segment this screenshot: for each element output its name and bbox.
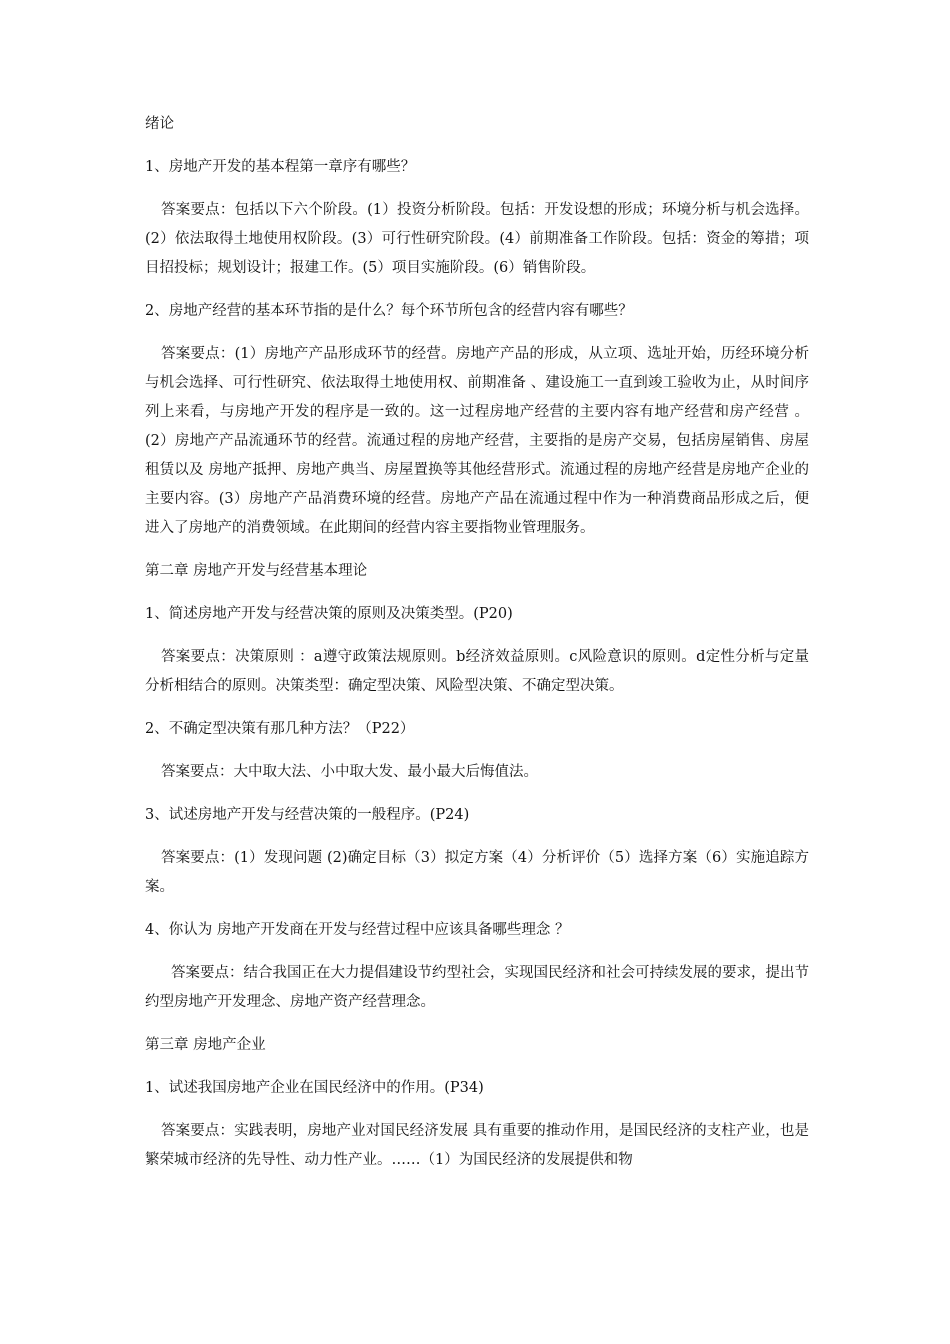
question-ch3-1: 1、试述我国房地产企业在国民经济中的作用。(P34) xyxy=(145,1080,484,1096)
answer-1: 答案要点：包括以下六个阶段。(1）投资分析阶段。包括：开发设想的形成；环境分析与机会选择。(2）依法取得土地使用权阶段。(3）可行性研究阶段。(4）前期准备工作阶段。包括：资金的筹措；项目招投标；规划设计；报建工作。(5）项目实施阶段。(6）销售阶段。 xyxy=(145,202,809,276)
answer-ch2-4: 答案要点：结合我国正在大力提倡建设节约型社会，实现国民经济和社会可持续发展的要求，提出节约型房地产开发理念、房地产资产经营理念。 xyxy=(145,965,809,1010)
answer-ch2-1: 答案要点：决策原则 ：a遵守政策法规原则。b经济效益原则。c风险意识的原则。d定性分析与定量分析相结合的原则。决策类型：确定型决策、风险型决策、不确定型决策。 xyxy=(145,649,809,694)
document-page xyxy=(145,110,809,1189)
answer-ch2-2: 答案要点：大中取大法、小中取大发、最小最大后悔值法。 xyxy=(161,764,538,780)
question-ch2-1: 1、简述房地产开发与经营决策的原则及决策类型。(P20) xyxy=(145,606,513,622)
answer-ch2-3: 答案要点：(1）发现问题 (2)确定目标（3）拟定方案（4）分析评价（5）选择方案（6）实施追踪方案。 xyxy=(145,850,809,895)
question-ch2-2: 2、不确定型决策有那几种方法？（P22） xyxy=(145,721,415,737)
answer-ch3-1: 答案要点：实践表明，房地产业对国民经济发展 具有重要的推动作用，是国民经济的支柱产业，也是繁荣城市经济的先导性、动力性产业。……（1）为国民经济的发展提供和物 xyxy=(145,1123,809,1168)
question-2: 2、房地产经营的基本环节指的是什么？每个环节所包含的经营内容有哪些？ xyxy=(145,303,633,319)
section-heading-chapter-2: 第二章 房地产开发与经营基本理论 xyxy=(145,563,368,579)
question-1: 1、房地产开发的基本程第一章序有哪些？ xyxy=(145,159,416,175)
section-heading-intro: 绪论 xyxy=(145,116,174,132)
answer-2: 答案要点：(1）房地产产品形成环节的经营。房地产产品的形成，从立项、选址开始，历经环境分析与机会选择、可行性研究、依法取得土地使用权、前期准备 、建设施工一直到竣工验收为止，从时间序列上来看，与房地产开发的程序是一致的。这一过程房地产经营的主要内容有地产经营和房产经营 。(2）房地产产品流通环节的经营。流通过程的房地产经营，主要指的是房产交易，包括房屋销售、房屋租赁以及 房地产抵押、房地产典当、房屋置换等其他经营形式。流通过程的房地产经营是房地产企业的主要内容。(3）房地产产品消费环境的经营。房地产产品在流通过程中作为一种消费商品形成之后，便进入了房地产的消费领域。在此期间的经营内容主要指物业管理服务。 xyxy=(145,346,809,536)
question-ch2-3: 3、试述房地产开发与经营决策的一般程序。(P24) xyxy=(145,807,470,823)
question-ch2-4: 4、你认为 房地产开发商在开发与经营过程中应该具备哪些理念 ？ xyxy=(145,922,570,938)
section-heading-chapter-3: 第三章 房地产企业 xyxy=(145,1037,266,1053)
